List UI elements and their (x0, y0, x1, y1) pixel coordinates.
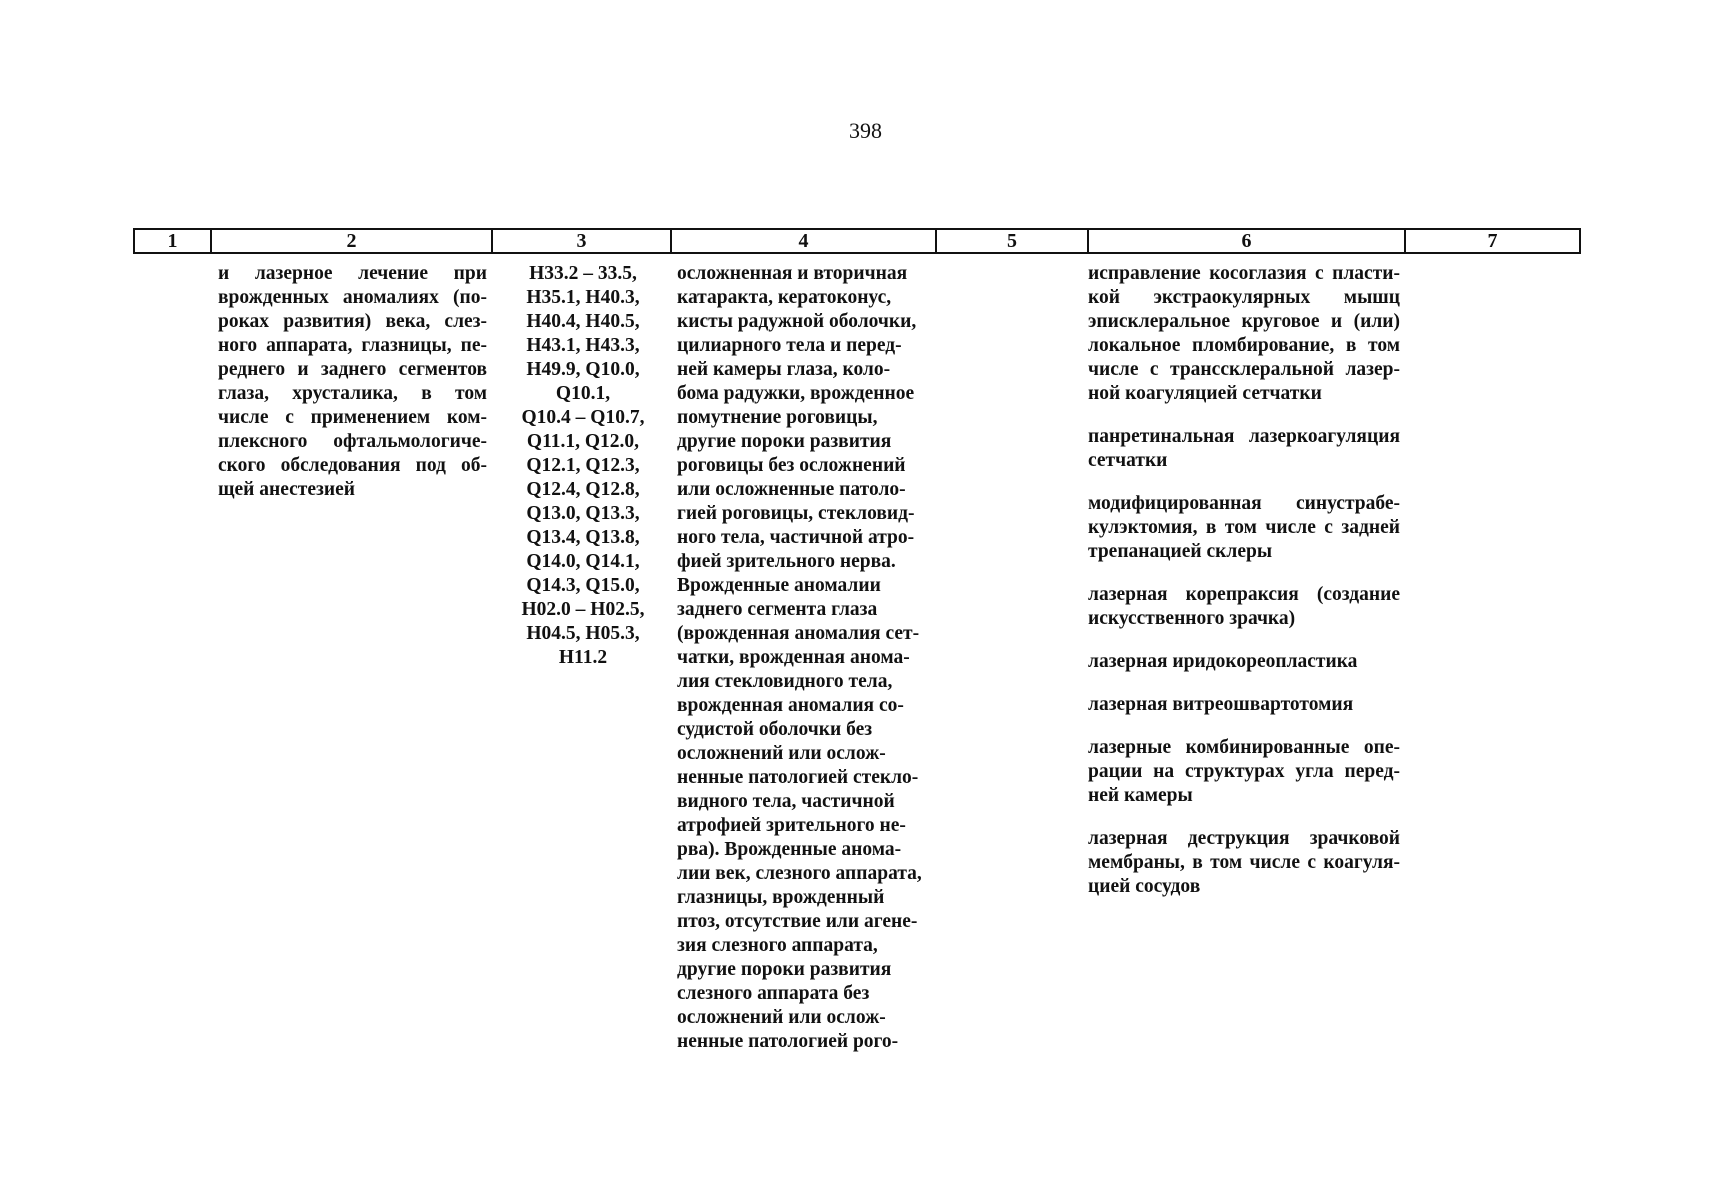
text-line: гией роговицы, стекловид- (677, 503, 915, 524)
treatment-method-item (1088, 492, 1400, 564)
text-line: H49.9, Q10.0, (526, 359, 640, 380)
text-line: H43.1, H43.3, (526, 335, 640, 356)
column-number-5: 5 (936, 229, 1088, 253)
text-line: лия стекловидного тела, (677, 671, 893, 692)
text-line: Врожденные аномалии (677, 575, 881, 596)
column-number-4: 4 (671, 229, 936, 253)
text-line: Q12.4, Q12.8, (526, 479, 640, 500)
treatment-method-item (1088, 827, 1400, 899)
text-line: реднего и заднего сегментов (218, 359, 487, 380)
diagnosis-description-cell (677, 262, 932, 1054)
text-line: или осложненные патоло- (677, 479, 906, 500)
text-line: роговицы без осложнений (677, 455, 906, 476)
text-line: лазерная деструкция зрачковой (1088, 828, 1400, 849)
text-line: лазерная иридокореопластика (1088, 651, 1358, 672)
text-line: другие пороки развития (677, 959, 892, 980)
text-line: видного тела, частичной (677, 791, 895, 812)
text-line: Q12.1, Q12.3, (526, 455, 640, 476)
text-line: Q10.1, (555, 383, 611, 404)
column-number-2: 2 (211, 229, 492, 253)
text-line: мембраны, в том числе с коагуля- (1088, 852, 1400, 873)
text-line: ней камеры (1088, 785, 1193, 806)
text-line: кулэктомия, в том числе с задней (1088, 517, 1400, 538)
text-line: Q13.4, Q13.8, (526, 527, 640, 548)
column-number-6: 6 (1088, 229, 1405, 253)
text-line: катаракта, кератоконус, (677, 287, 892, 308)
text-line: осложненная и вторичная (677, 263, 908, 284)
text-line: H33.2 – 33.5, (529, 263, 637, 284)
column-number-7: 7 (1405, 229, 1580, 253)
column-number-1: 1 (134, 229, 211, 253)
column-number-3: 3 (492, 229, 671, 253)
text-line: роках развития) века, слез- (218, 311, 487, 332)
text-line: плексного офтальмологиче- (218, 431, 487, 452)
text-line: ней камеры глаза, коло- (677, 359, 891, 380)
text-line: H40.4, H40.5, (526, 311, 640, 332)
text-line: цией сосудов (1088, 876, 1201, 897)
text-line: бома радужки, врожденное (677, 383, 915, 404)
text-line: кой экстраокулярных мышц (1088, 287, 1400, 308)
icd-codes-cell (508, 262, 658, 670)
text-line: лазерные комбинированные опе- (1088, 737, 1400, 758)
text-line: Q11.1, Q12.0, (526, 431, 640, 452)
text-line: сетчатки (1088, 450, 1168, 471)
text-line: глазницы, врожденный (677, 887, 885, 908)
text-line: другие пороки развития (677, 431, 892, 452)
text-line: Q13.0, Q13.3, (526, 503, 640, 524)
page-number: 398 (849, 118, 882, 143)
text-line: Q14.0, Q14.1, (526, 551, 640, 572)
text-line: ского обследования под об- (218, 455, 487, 476)
treatment-method-item (1088, 650, 1400, 674)
text-line: ного аппарата, глазницы, пе- (218, 335, 487, 356)
treatment-method-item (1088, 736, 1400, 808)
treatment-method-item (1088, 425, 1400, 473)
treatment-methods-cell (1088, 262, 1400, 899)
text-line: птоз, отсутствие или агене- (677, 911, 918, 932)
treatment-method-item (1088, 583, 1400, 631)
text-line: ненные патологией стекло- (677, 767, 919, 788)
text-line: H04.5, H05.3, (526, 623, 640, 644)
text-line: осложнений или ослож- (677, 1007, 886, 1028)
text-line: модифицированная синустрабе- (1088, 493, 1400, 514)
text-line: Q10.4 – Q10.7, (521, 407, 645, 428)
text-line: фией зрительного нерва. (677, 551, 896, 572)
text-line: (врожденная аномалия сет- (677, 623, 920, 644)
treatment-method-item (1088, 262, 1400, 406)
treatment-method-item (1088, 693, 1400, 717)
text-line: числе с транссклеральной лазер- (1088, 359, 1400, 380)
text-line: Q14.3, Q15.0, (526, 575, 640, 596)
text-line: судистой оболочки без (677, 719, 873, 740)
table-header-row (133, 228, 1581, 254)
text-line: чатки, врожденная анома- (677, 647, 910, 668)
text-line: слезного аппарата без (677, 983, 870, 1004)
text-line: цилиарного тела и перед- (677, 335, 902, 356)
text-line: атрофией зрительного не- (677, 815, 906, 836)
text-line: H35.1, H40.3, (526, 287, 640, 308)
text-line: осложнений или ослож- (677, 743, 886, 764)
text-line: лазерная витреошвартотомия (1088, 694, 1354, 715)
text-line: зия слезного аппарата, (677, 935, 878, 956)
text-line: кисты радужной оболочки, (677, 311, 917, 332)
text-line: ной коагуляцией сетчатки (1088, 383, 1322, 404)
text-line: щей анестезией (218, 479, 355, 500)
text-line: лазерная корепраксия (создание (1088, 584, 1400, 605)
text-line: рации на структурах угла перед- (1088, 761, 1400, 782)
text-line: эписклеральное круговое и (или) (1088, 311, 1400, 332)
text-line: ного тела, частичной атро- (677, 527, 915, 548)
text-line: рва). Врожденные анома- (677, 839, 902, 860)
text-line: и лазерное лечение при (218, 263, 487, 284)
text-line: глаза, хрусталика, в том (218, 383, 487, 404)
treatment-description-cell (218, 262, 487, 502)
text-line: панретинальная лазеркоагуляция (1088, 426, 1400, 447)
text-line: H11.2 (558, 647, 608, 668)
text-line: локальное пломбирование, в том (1088, 335, 1400, 356)
text-line: числе с применением ком- (218, 407, 487, 428)
text-line: помутнение роговицы, (677, 407, 878, 428)
text-line: трепанацией склеры (1088, 541, 1273, 562)
text-line: искусственного зрачка) (1088, 608, 1296, 629)
text-line: врожденная аномалия со- (677, 695, 904, 716)
text-line: исправление косоглазия с пласти- (1088, 263, 1400, 284)
text-line: врожденных аномалиях (по- (218, 287, 487, 308)
text-line: лии век, слезного аппарата, (677, 863, 922, 884)
text-line: заднего сегмента глаза (677, 599, 878, 620)
text-line: ненные патологией рого- (677, 1031, 899, 1052)
text-line: H02.0 – H02.5, (521, 599, 645, 620)
